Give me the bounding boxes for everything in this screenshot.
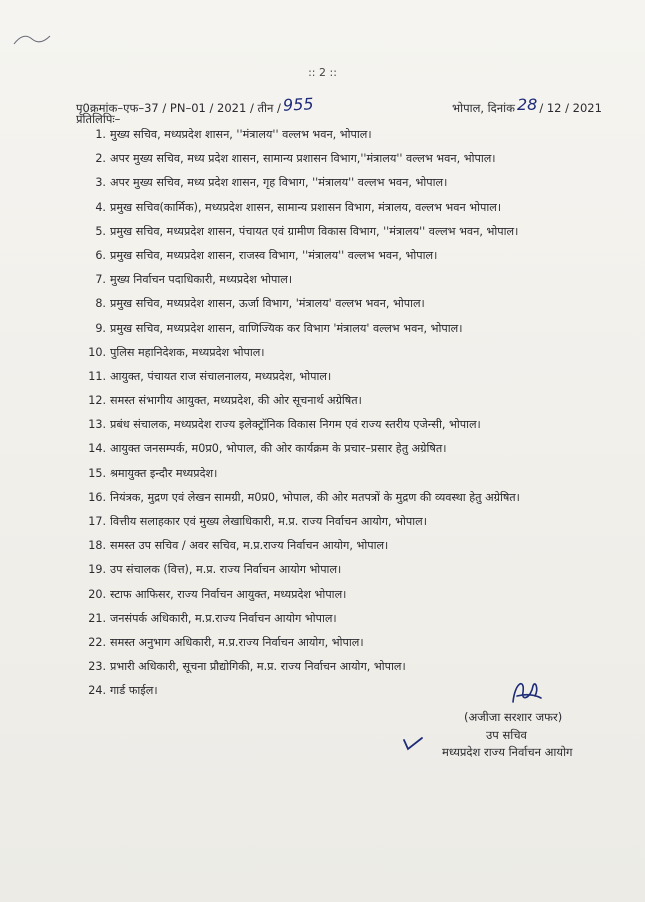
letter-date bbox=[452, 97, 602, 116]
recipient-item bbox=[78, 175, 623, 199]
ref-prefix: पृ0क्रमांक–एफ–37 / PN–01 / 2021 / तीन / bbox=[76, 101, 281, 115]
recipient-text: उप संचालक (वित्त), म.प्र. राज्य निर्वाचन आयोग भोपाल। bbox=[110, 563, 342, 577]
recipient-text: पुलिस महानिदेशक, मध्यप्रदेश भोपाल। bbox=[110, 345, 265, 359]
date-rest: / 12 / 2021 bbox=[539, 101, 602, 115]
recipient-item bbox=[78, 587, 623, 611]
recipient-number: 24. bbox=[88, 684, 106, 698]
recipient-number: 1. bbox=[95, 128, 106, 141]
recipient-text: प्रभारी अधिकारी, सूचना प्रौद्योगिकी, म.प्र. राज्य निर्वाचन आयोग, भोपाल। bbox=[110, 660, 406, 674]
recipient-item bbox=[78, 127, 623, 151]
recipient-item bbox=[78, 441, 623, 465]
recipient-item bbox=[78, 514, 623, 538]
recipient-number: 10. bbox=[88, 345, 106, 359]
recipient-text: प्रमुख सचिव, मध्यप्रदेश शासन, ऊर्जा विभाग, 'मंत्रालय' वल्लभ भवन, भोपाल। bbox=[110, 297, 425, 311]
recipient-item bbox=[78, 321, 623, 345]
recipient-text: प्रमुख सचिव, मध्यप्रदेश शासन, राजस्व विभाग, ''मंत्रालय'' वल्लभ भवन, भोपाल। bbox=[110, 248, 438, 262]
recipient-item bbox=[78, 417, 623, 441]
recipient-number: 21. bbox=[88, 611, 106, 625]
recipient-number: 8. bbox=[95, 297, 106, 311]
pen-scratch-mark bbox=[12, 30, 52, 48]
recipient-number: 23. bbox=[88, 660, 106, 674]
recipient-item bbox=[78, 369, 623, 393]
recipient-item bbox=[78, 635, 623, 659]
recipient-text: समस्त उप सचिव / अवर सचिव, म.प्र.राज्य निर्वाचन आयोग, भोपाल। bbox=[110, 539, 389, 553]
recipient-item bbox=[78, 345, 623, 369]
recipient-text: अपर मुख्य सचिव, मध्य प्रदेश शासन, गृह विभाग, ''मंत्रालय'' वल्लभ भवन, भोपाल। bbox=[110, 176, 448, 190]
recipient-item bbox=[78, 224, 623, 248]
recipient-text: नियंत्रक, मुद्रण एवं लेखन सामग्री, म0प्र0, भोपाल, की ओर मतपत्रों के मुद्रण की व्यवस्था हेतु अग्रेषित। bbox=[110, 490, 520, 504]
recipient-item bbox=[78, 490, 623, 514]
recipient-number: 3. bbox=[95, 176, 106, 190]
ref-handwritten-number: 955 bbox=[282, 94, 314, 115]
recipient-number: 22. bbox=[88, 635, 106, 649]
pen-tick-mark bbox=[402, 736, 424, 752]
recipient-number: 20. bbox=[88, 587, 106, 601]
recipient-number: 14. bbox=[88, 442, 106, 456]
recipient-text: आयुक्त जनसम्पर्क, म0प्र0, भोपाल, की ओर कार्यक्रम के प्रचार–प्रसार हेतु अग्रेषित। bbox=[110, 442, 447, 456]
recipient-number: 4. bbox=[95, 200, 106, 214]
copy-to-label: प्रतिलिपिः– bbox=[76, 112, 121, 126]
date-handwritten-day: 28 bbox=[516, 95, 538, 114]
recipient-item bbox=[78, 200, 623, 224]
recipient-number: 15. bbox=[88, 466, 106, 480]
recipient-text: प्रमुख सचिव, मध्यप्रदेश शासन, वाणिज्यिक कर विभाग 'मंत्रालय' वल्लभ भवन, भोपाल। bbox=[110, 321, 463, 335]
recipient-text: समस्त अनुभाग अधिकारी, म.प्र.राज्य निर्वाचन आयोग, भोपाल। bbox=[110, 635, 364, 649]
recipient-number: 12. bbox=[88, 394, 106, 408]
recipient-item bbox=[78, 538, 623, 562]
signatory-designation: उप सचिव bbox=[486, 728, 527, 742]
signatory-organization: मध्यप्रदेश राज्य निर्वाचन आयोग bbox=[442, 745, 573, 759]
recipient-number: 5. bbox=[95, 224, 106, 238]
recipient-text: आयुक्त, पंचायत राज संचालनालय, मध्यप्रदेश, भोपाल। bbox=[110, 369, 332, 383]
recipient-text: मुख्य सचिव, मध्यप्रदेश शासन, ''मंत्रालय'' वल्लभ भवन, भोपाल। bbox=[110, 128, 372, 141]
recipient-number: 18. bbox=[88, 539, 106, 553]
signatory-name: (अजीजा सरशार जफर) bbox=[464, 710, 563, 724]
recipient-text: श्रमायुक्त इन्दौर मध्यप्रदेश। bbox=[110, 466, 218, 480]
recipient-number: 9. bbox=[95, 321, 106, 335]
date-prefix: भोपाल, दिनांक bbox=[452, 101, 515, 115]
recipient-text: गार्ड फाईल। bbox=[110, 684, 158, 698]
recipient-list bbox=[78, 127, 623, 708]
recipient-item bbox=[78, 466, 623, 490]
recipient-item bbox=[78, 393, 623, 417]
recipient-item bbox=[78, 611, 623, 635]
recipient-text: प्रमुख सचिव(कार्मिक), मध्यप्रदेश शासन, सामान्य प्रशासन विभाग, मंत्रालय, वल्लभ भवन भोपाल। bbox=[110, 200, 502, 214]
recipient-item bbox=[78, 151, 623, 175]
recipient-number: 16. bbox=[88, 490, 106, 504]
recipient-number: 17. bbox=[88, 515, 106, 528]
recipient-number: 7. bbox=[95, 273, 106, 287]
recipient-number: 19. bbox=[88, 563, 106, 577]
recipient-number: 2. bbox=[95, 152, 106, 166]
recipient-item bbox=[78, 272, 623, 296]
recipient-text: वित्तीय सलाहकार एवं मुख्य लेखाधिकारी, म.प्र. राज्य निर्वाचन आयोग, भोपाल। bbox=[110, 515, 427, 528]
recipient-item bbox=[78, 296, 623, 320]
recipient-number: 13. bbox=[88, 418, 106, 432]
recipient-text: मुख्य निर्वाचन पदाधिकारी, मध्यप्रदेश भोपाल। bbox=[110, 273, 293, 287]
recipient-text: स्टाफ आफिसर, राज्य निर्वाचन आयुक्त, मध्यप्रदेश भोपाल। bbox=[110, 587, 347, 601]
recipient-number: 6. bbox=[95, 248, 106, 262]
recipient-number: 11. bbox=[88, 369, 106, 383]
recipient-text: जनसंपर्क अधिकारी, म.प्र.राज्य निर्वाचन आयोग भोपाल। bbox=[110, 611, 337, 625]
signature-scribble bbox=[505, 672, 545, 712]
recipient-item bbox=[78, 248, 623, 272]
recipient-text: प्रबंध संचालक, मध्यप्रदेश राज्य इलेक्ट्रॉनिक विकास निगम एवं राज्य स्तरीय एजेन्सी, भोपाल। bbox=[110, 418, 481, 432]
page-number: :: 2 :: bbox=[308, 66, 337, 79]
recipient-text: प्रमुख सचिव, मध्यप्रदेश शासन, पंचायत एवं ग्रामीण विकास विभाग, ''मंत्रालय'' वल्लभ भवन, भोपाल। bbox=[110, 224, 519, 238]
recipient-text: समस्त संभागीय आयुक्त, मध्यप्रदेश, की ओर सूचनार्थ अग्रेषित। bbox=[110, 394, 362, 408]
recipient-item bbox=[78, 562, 623, 586]
recipient-text: अपर मुख्य सचिव, मध्य प्रदेश शासन, सामान्य प्रशासन विभाग,''मंत्रालय'' वल्लभ भवन, भोपाल। bbox=[110, 152, 496, 166]
